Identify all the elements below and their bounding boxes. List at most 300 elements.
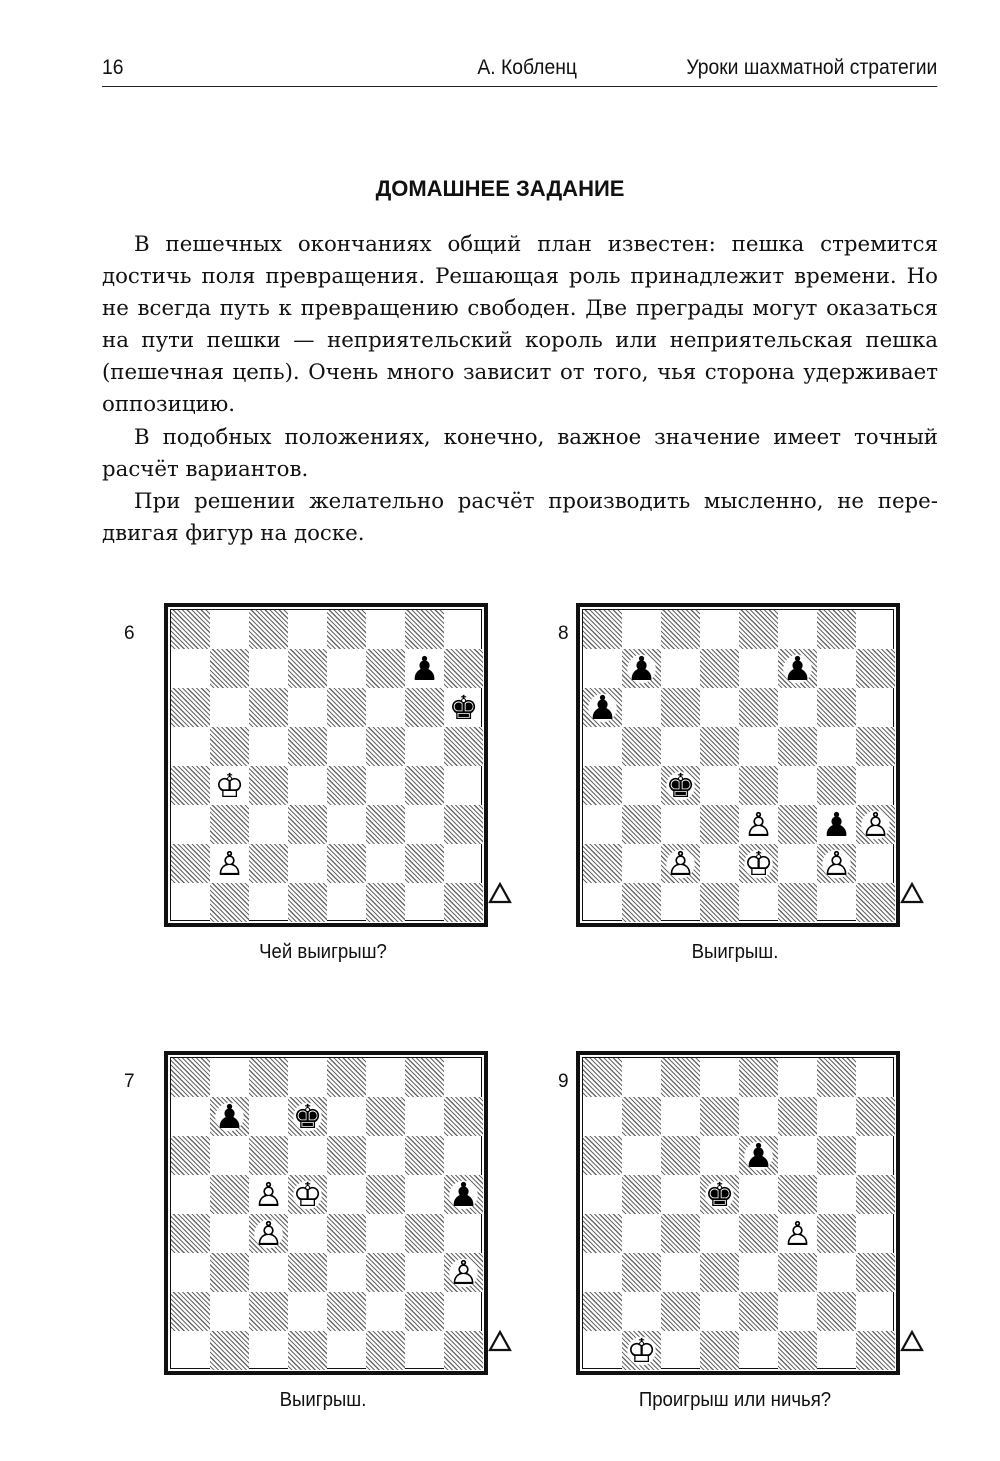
square-f8 [778, 610, 817, 649]
black-pawn-icon: ♟ [214, 1096, 245, 1136]
square-a8 [171, 610, 210, 649]
square-a3 [583, 1253, 622, 1292]
square-a2 [583, 844, 622, 883]
square-e1 [739, 883, 778, 922]
white-pawn-icon: ♙ [448, 1252, 479, 1292]
square-a7 [171, 1097, 210, 1136]
square-c7 [249, 649, 288, 688]
square-b4 [622, 766, 661, 805]
square-c6 [661, 1136, 700, 1175]
body-text [102, 229, 938, 550]
square-g6 [405, 688, 444, 727]
square-e6 [739, 1136, 778, 1175]
square-e3 [739, 805, 778, 844]
author-name: А. Кобленц [477, 56, 577, 79]
square-f3 [778, 1253, 817, 1292]
square-e4 [739, 1214, 778, 1253]
square-d8 [288, 1058, 327, 1097]
square-h8 [444, 610, 483, 649]
square-d1 [700, 1331, 739, 1370]
square-c8 [661, 610, 700, 649]
square-f5 [366, 727, 405, 766]
square-a4 [171, 1214, 210, 1253]
white-pawn-icon: ♙ [860, 804, 891, 844]
black-pawn-icon: ♟ [821, 804, 852, 844]
square-d2 [288, 1292, 327, 1331]
square-d3 [288, 805, 327, 844]
paragraph: В подобных положениях, конечно, важное значение имеет точный расчёт вариантов. [102, 424, 938, 482]
chess-board [582, 609, 894, 921]
square-b1 [210, 1331, 249, 1370]
white-king-icon: ♔ [214, 765, 245, 805]
square-f8 [778, 1058, 817, 1097]
square-c1 [661, 883, 700, 922]
square-f4 [778, 1214, 817, 1253]
black-pawn-icon: ♟ [782, 648, 813, 688]
square-f6 [778, 688, 817, 727]
square-b8 [622, 610, 661, 649]
square-g2 [405, 844, 444, 883]
square-d2 [288, 844, 327, 883]
square-b3 [210, 1253, 249, 1292]
square-h5 [444, 727, 483, 766]
square-h1 [444, 883, 483, 922]
square-a2 [171, 1292, 210, 1331]
square-a6 [583, 1136, 622, 1175]
square-g7 [817, 1097, 856, 1136]
square-c7 [661, 1097, 700, 1136]
square-b2 [622, 844, 661, 883]
square-e8 [327, 1058, 366, 1097]
square-c3 [249, 1253, 288, 1292]
diagram-caption: Выигрыш. [691, 941, 779, 963]
square-f2 [366, 844, 405, 883]
square-a8 [583, 610, 622, 649]
square-g2 [405, 1292, 444, 1331]
square-g4 [405, 1214, 444, 1253]
square-h5 [444, 1175, 483, 1214]
black-pawn-icon: ♟ [626, 648, 657, 688]
chess-board [582, 1057, 894, 1369]
square-g1 [817, 883, 856, 922]
paragraph: В пешечных окончаниях общий план известен: пешка стремится достичь поля превращения. Решающая роль принадлежит времени. Но не всегда путь к превращению свободен. Две преграды могут оказаться на пути пешки — неприятельский король или неприятельская пешка (пешечная цепь). Очень много зависит от того, чья сторона удерживает оппозицию. [102, 232, 938, 418]
square-b5 [210, 727, 249, 766]
square-e5 [739, 1175, 778, 1214]
black-pawn-icon: ♟ [587, 687, 618, 727]
square-e6 [327, 1136, 366, 1175]
diagram-caption: Проигрыш или ничья? [638, 1389, 832, 1411]
section-heading: ДОМАШНЕЕ ЗАДАНИЕ [375, 176, 625, 201]
square-c6 [661, 688, 700, 727]
square-e8 [739, 1058, 778, 1097]
square-b7 [622, 1097, 661, 1136]
diagram-number: 9 [558, 1071, 569, 1092]
black-king-icon: ♚ [704, 1174, 735, 1214]
square-e2 [327, 844, 366, 883]
square-c3 [249, 805, 288, 844]
square-g1 [405, 883, 444, 922]
square-g4 [405, 766, 444, 805]
square-c3 [661, 805, 700, 844]
square-b8 [622, 1058, 661, 1097]
square-f2 [366, 1292, 405, 1331]
square-d4 [700, 766, 739, 805]
white-king-icon: ♔ [292, 1174, 323, 1214]
square-e8 [739, 610, 778, 649]
square-g4 [817, 1214, 856, 1253]
square-h8 [856, 1058, 895, 1097]
square-b8 [210, 1058, 249, 1097]
square-b7 [622, 649, 661, 688]
square-a6 [583, 688, 622, 727]
square-b7 [210, 649, 249, 688]
square-g5 [405, 727, 444, 766]
square-e4 [739, 766, 778, 805]
white-pawn-icon: ♙ [214, 843, 245, 883]
square-g6 [817, 1136, 856, 1175]
square-g5 [817, 727, 856, 766]
square-a1 [583, 1331, 622, 1370]
square-f2 [778, 844, 817, 883]
square-b1 [210, 883, 249, 922]
square-e3 [739, 1253, 778, 1292]
square-c1 [249, 1331, 288, 1370]
square-d8 [700, 610, 739, 649]
square-h2 [444, 844, 483, 883]
square-f7 [778, 649, 817, 688]
square-d2 [700, 844, 739, 883]
square-f7 [366, 649, 405, 688]
square-g3 [405, 1253, 444, 1292]
square-f7 [778, 1097, 817, 1136]
square-h6 [444, 688, 483, 727]
square-g8 [405, 1058, 444, 1097]
white-to-move-triangle-icon [488, 1329, 512, 1353]
square-a7 [171, 649, 210, 688]
square-f7 [366, 1097, 405, 1136]
square-e6 [327, 688, 366, 727]
square-e5 [327, 1175, 366, 1214]
square-h2 [444, 1292, 483, 1331]
square-d6 [288, 688, 327, 727]
square-f8 [366, 610, 405, 649]
square-f3 [366, 805, 405, 844]
square-f5 [366, 1175, 405, 1214]
book-title: Уроки шахматной стратегии [686, 56, 938, 79]
square-b2 [210, 844, 249, 883]
square-f1 [366, 1331, 405, 1370]
square-c4 [249, 766, 288, 805]
square-c8 [661, 1058, 700, 1097]
square-d4 [288, 766, 327, 805]
square-b6 [622, 688, 661, 727]
square-g3 [817, 805, 856, 844]
square-h5 [856, 727, 895, 766]
square-f2 [778, 1292, 817, 1331]
square-h7 [856, 649, 895, 688]
white-pawn-icon: ♙ [253, 1213, 284, 1253]
square-b3 [210, 805, 249, 844]
square-h3 [444, 1253, 483, 1292]
square-a1 [171, 1331, 210, 1370]
black-pawn-icon: ♟ [409, 648, 440, 688]
square-a5 [583, 727, 622, 766]
square-a5 [171, 727, 210, 766]
square-d7 [288, 1097, 327, 1136]
square-e3 [327, 805, 366, 844]
square-g2 [817, 1292, 856, 1331]
square-c1 [249, 883, 288, 922]
white-king-icon: ♔ [743, 843, 774, 883]
square-g7 [817, 649, 856, 688]
square-d6 [700, 1136, 739, 1175]
square-d3 [288, 1253, 327, 1292]
square-f6 [366, 688, 405, 727]
square-g1 [817, 1331, 856, 1370]
square-b5 [622, 1175, 661, 1214]
square-h4 [856, 766, 895, 805]
square-a3 [171, 1253, 210, 1292]
square-h4 [444, 1214, 483, 1253]
square-g2 [817, 844, 856, 883]
square-b5 [210, 1175, 249, 1214]
square-c7 [661, 649, 700, 688]
square-h6 [444, 1136, 483, 1175]
square-a7 [583, 649, 622, 688]
chess-board [170, 1057, 482, 1369]
square-e2 [739, 1292, 778, 1331]
square-g3 [817, 1253, 856, 1292]
square-h3 [856, 1253, 895, 1292]
square-g8 [817, 1058, 856, 1097]
square-h6 [856, 1136, 895, 1175]
square-e4 [327, 766, 366, 805]
square-h1 [856, 883, 895, 922]
square-c7 [249, 1097, 288, 1136]
square-f6 [778, 1136, 817, 1175]
square-e2 [739, 844, 778, 883]
square-h7 [444, 649, 483, 688]
square-e1 [327, 883, 366, 922]
square-b4 [622, 1214, 661, 1253]
square-h1 [856, 1331, 895, 1370]
square-d3 [700, 805, 739, 844]
square-e1 [739, 1331, 778, 1370]
square-a4 [583, 1214, 622, 1253]
square-b1 [622, 1331, 661, 1370]
white-pawn-icon: ♙ [782, 1213, 813, 1253]
diagram-number: 8 [558, 623, 569, 644]
square-e6 [739, 688, 778, 727]
square-e5 [739, 727, 778, 766]
black-king-icon: ♚ [448, 687, 479, 727]
square-c5 [249, 727, 288, 766]
square-b4 [210, 766, 249, 805]
square-d4 [700, 1214, 739, 1253]
square-e5 [327, 727, 366, 766]
square-e8 [327, 610, 366, 649]
square-a6 [171, 1136, 210, 1175]
square-f4 [366, 1214, 405, 1253]
square-h6 [856, 688, 895, 727]
square-a4 [171, 766, 210, 805]
square-d6 [700, 688, 739, 727]
square-h5 [856, 1175, 895, 1214]
square-e2 [327, 1292, 366, 1331]
square-g3 [405, 805, 444, 844]
square-a6 [171, 688, 210, 727]
square-e7 [739, 649, 778, 688]
square-d7 [700, 649, 739, 688]
black-pawn-icon: ♟ [743, 1135, 774, 1175]
square-c2 [661, 844, 700, 883]
black-pawn-icon: ♟ [448, 1174, 479, 1214]
square-f5 [778, 1175, 817, 1214]
square-g8 [817, 610, 856, 649]
square-f1 [366, 883, 405, 922]
square-f1 [778, 883, 817, 922]
square-e7 [739, 1097, 778, 1136]
square-h8 [856, 610, 895, 649]
square-c5 [661, 1175, 700, 1214]
square-c5 [661, 727, 700, 766]
square-g5 [405, 1175, 444, 1214]
black-king-icon: ♚ [292, 1096, 323, 1136]
diagram-number: 7 [124, 1071, 135, 1092]
square-c4 [661, 766, 700, 805]
square-b2 [210, 1292, 249, 1331]
square-b8 [210, 610, 249, 649]
square-g6 [817, 688, 856, 727]
square-b7 [210, 1097, 249, 1136]
square-c8 [249, 1058, 288, 1097]
square-h7 [444, 1097, 483, 1136]
square-c3 [661, 1253, 700, 1292]
square-f4 [366, 766, 405, 805]
chess-board-frame [576, 603, 900, 927]
diagram-caption: Чей выигрыш? [259, 941, 387, 963]
square-e3 [327, 1253, 366, 1292]
square-d5 [700, 1175, 739, 1214]
square-b6 [210, 1136, 249, 1175]
square-d1 [288, 883, 327, 922]
square-c2 [661, 1292, 700, 1331]
white-king-icon: ♔ [626, 1330, 657, 1370]
square-a3 [171, 805, 210, 844]
square-g8 [405, 610, 444, 649]
square-f1 [778, 1331, 817, 1370]
square-a4 [583, 766, 622, 805]
square-c2 [249, 844, 288, 883]
square-a1 [171, 883, 210, 922]
square-a1 [583, 883, 622, 922]
square-a3 [583, 805, 622, 844]
square-b3 [622, 1253, 661, 1292]
square-h4 [856, 1214, 895, 1253]
diagram-caption: Выигрыш. [279, 1389, 367, 1411]
square-h2 [856, 844, 895, 883]
square-h3 [856, 805, 895, 844]
white-to-move-triangle-icon [900, 881, 924, 905]
square-d8 [700, 1058, 739, 1097]
square-c8 [249, 610, 288, 649]
square-a8 [171, 1058, 210, 1097]
square-h7 [856, 1097, 895, 1136]
square-h1 [444, 1331, 483, 1370]
square-g7 [405, 649, 444, 688]
square-g4 [817, 766, 856, 805]
square-e4 [327, 1214, 366, 1253]
square-h3 [444, 805, 483, 844]
square-d1 [700, 883, 739, 922]
chess-board-frame [576, 1051, 900, 1375]
square-c6 [249, 688, 288, 727]
square-c4 [249, 1214, 288, 1253]
square-d2 [700, 1292, 739, 1331]
square-d1 [288, 1331, 327, 1370]
square-f8 [366, 1058, 405, 1097]
square-b5 [622, 727, 661, 766]
square-c6 [249, 1136, 288, 1175]
square-f3 [778, 805, 817, 844]
chess-board-frame [164, 603, 488, 927]
square-c2 [249, 1292, 288, 1331]
white-pawn-icon: ♙ [253, 1174, 284, 1214]
square-d5 [700, 727, 739, 766]
square-d4 [288, 1214, 327, 1253]
square-d7 [288, 649, 327, 688]
square-e7 [327, 1097, 366, 1136]
square-d5 [288, 1175, 327, 1214]
square-f5 [778, 727, 817, 766]
square-a5 [583, 1175, 622, 1214]
square-g1 [405, 1331, 444, 1370]
square-b6 [210, 688, 249, 727]
black-king-icon: ♚ [665, 765, 696, 805]
square-a8 [583, 1058, 622, 1097]
square-b1 [622, 883, 661, 922]
page-number: 16 [102, 56, 124, 79]
square-g7 [405, 1097, 444, 1136]
square-d3 [700, 1253, 739, 1292]
square-h2 [856, 1292, 895, 1331]
square-b3 [622, 805, 661, 844]
square-c1 [661, 1331, 700, 1370]
square-g5 [817, 1175, 856, 1214]
square-d7 [700, 1097, 739, 1136]
square-e1 [327, 1331, 366, 1370]
square-g6 [405, 1136, 444, 1175]
square-b2 [622, 1292, 661, 1331]
white-to-move-triangle-icon [900, 1329, 924, 1353]
square-a2 [583, 1292, 622, 1331]
square-f4 [778, 766, 817, 805]
square-d6 [288, 1136, 327, 1175]
square-b6 [622, 1136, 661, 1175]
white-pawn-icon: ♙ [821, 843, 852, 883]
square-b4 [210, 1214, 249, 1253]
square-d5 [288, 727, 327, 766]
chess-board [170, 609, 482, 921]
white-pawn-icon: ♙ [665, 843, 696, 883]
square-c4 [661, 1214, 700, 1253]
white-pawn-icon: ♙ [743, 804, 774, 844]
square-a5 [171, 1175, 210, 1214]
square-a7 [583, 1097, 622, 1136]
square-f6 [366, 1136, 405, 1175]
chess-board-frame [164, 1051, 488, 1375]
running-header [102, 54, 937, 87]
